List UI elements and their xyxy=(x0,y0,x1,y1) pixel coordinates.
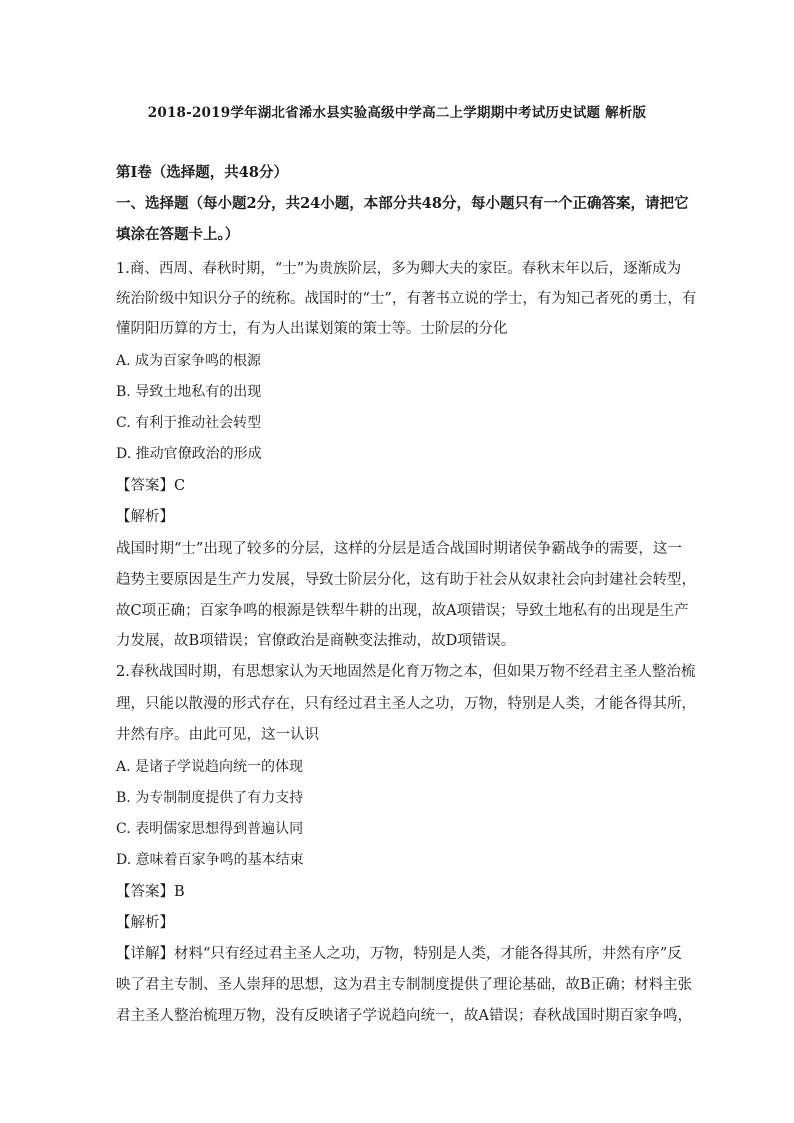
q1-analysis-line-4: 力发展，故B项错误；官僚政治是商鞅变法推动，故D项错误。 xyxy=(116,633,516,649)
q2-analysis-line-3: 君主圣人整治梳理万物，没有反映诸子学说趋向统一，故A错误；春秋战国时期百家争鸣， xyxy=(116,1008,692,1024)
instructions-line-1: 一、选择题（每小题2分，共24小题，本部分共48分，每小题只有一个正确答案，请把它 xyxy=(116,195,689,212)
q2-option-a: A. 是诸子学说趋向统一的体现 xyxy=(116,759,304,775)
q1-option-b: B. 导致土地私有的出现 xyxy=(116,384,262,400)
q1-analysis-label: 【解析】 xyxy=(116,509,174,525)
q2-stem-line-1: 2.春秋战国时期，有思想家认为天地固然是化育万物之本，但如果万物不经君主圣人整治梳 xyxy=(116,664,696,680)
q2-option-b: B. 为专制制度提供了有力支持 xyxy=(116,790,304,806)
q2-analysis-label: 【解析】 xyxy=(116,915,174,931)
section-heading: 第Ⅰ卷（选择题，共48分） xyxy=(116,164,288,181)
q1-stem-line-1: 1.商、西周、春秋时期，“士”为贵族阶层，多为卿大夫的家臣。春秋末年以后，逐渐成为 xyxy=(116,261,682,277)
q1-analysis-line-3: 故C项正确；百家争鸣的根源是铁犁牛耕的出现，故A项错误；导致土地私有的出现是生产 xyxy=(116,603,689,619)
q1-option-c: C. 有利于推动社会转型 xyxy=(116,415,262,431)
q2-option-d: D. 意味着百家争鸣的基本结束 xyxy=(116,852,304,868)
q1-option-a: A. 成为百家争鸣的根源 xyxy=(116,353,262,369)
q1-stem-line-2: 统治阶级中知识分子的统称。战国时的“士”，有著书立说的学士，有为知己者死的勇士，有 xyxy=(116,291,697,307)
q2-analysis-line-1: 【详解】材料“只有经过君主圣人之功，万物，特别是人类，才能各得其所，井然有序”反 xyxy=(116,946,682,962)
q2-analysis-line-2: 映了君主专制、圣人崇拜的思想，这为君主专制制度提供了理论基础，故B正确；材料主张 xyxy=(116,977,693,993)
q1-option-d: D. 推动官僚政治的形成 xyxy=(116,446,262,462)
q2-stem-line-2: 理，只能以散漫的形式存在，只有经过君主圣人之功，万物，特别是人类，才能各得其所， xyxy=(116,696,696,712)
q1-analysis-line-2: 趋势主要原因是生产力发展，导致士阶层分化，这有助于社会从奴隶社会向封建社会转型， xyxy=(116,572,696,588)
q2-option-c: C. 表明儒家思想得到普遍认同 xyxy=(116,821,304,837)
q2-stem-line-3: 井然有序。由此可见，这一认识 xyxy=(116,727,319,743)
q1-stem-line-3: 懂阴阳历算的方士，有为人出谋划策的策士等。士阶层的分化 xyxy=(116,321,508,337)
q1-analysis-line-1: 战国时期“士”出现了较多的分层，这样的分层是适合战国时期诸侯争霸战争的需要，这一 xyxy=(116,541,682,557)
document-title: 2018-2019学年湖北省浠水县实验高级中学高二上学期期中考试历史试题 解析版 xyxy=(147,105,647,121)
instructions-line-2: 填涂在答题卡上。） xyxy=(116,226,240,243)
q1-answer: 【答案】C xyxy=(116,478,186,494)
q2-answer: 【答案】B xyxy=(116,884,185,900)
